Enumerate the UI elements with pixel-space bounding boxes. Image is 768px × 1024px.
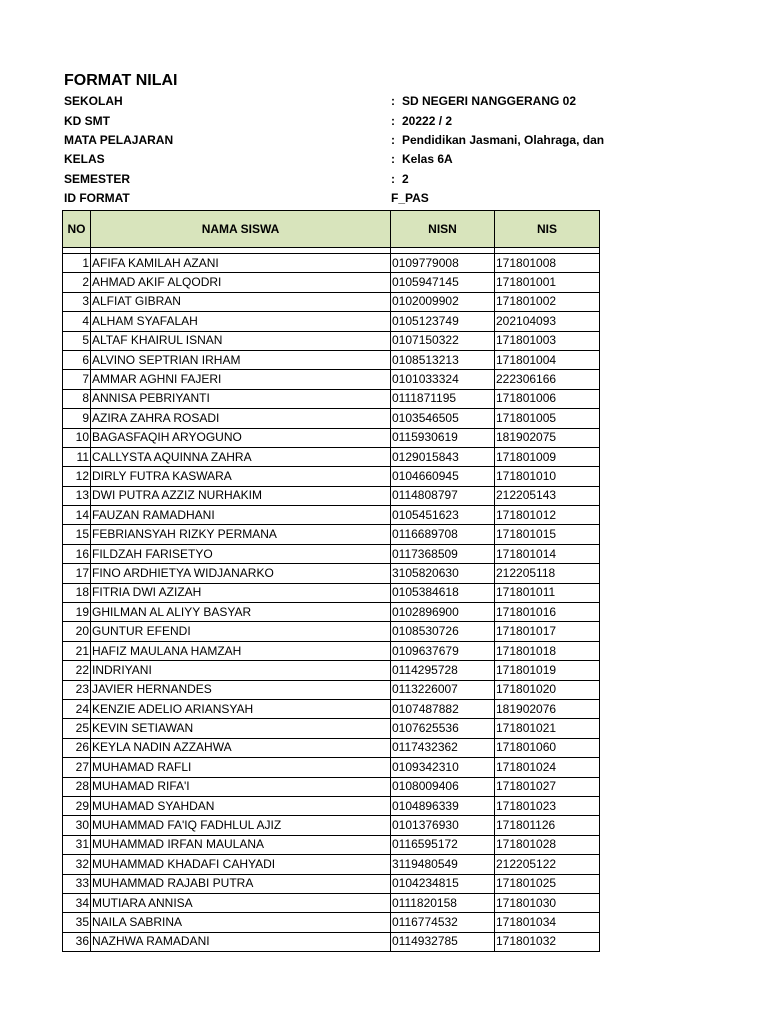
header-nis: NIS	[495, 211, 600, 248]
cell-no: 28	[63, 777, 91, 796]
table-row	[63, 370, 600, 389]
cell-name: ALFIAT GIBRAN	[91, 292, 391, 311]
cell-nisn: 0108513213	[391, 350, 495, 369]
table-row	[63, 641, 600, 660]
table-row	[63, 389, 600, 408]
cell-nis: 171801020	[495, 680, 600, 699]
cell-name: GUNTUR EFENDI	[91, 622, 391, 641]
table-header-row	[63, 211, 600, 248]
cell-no: 29	[63, 796, 91, 815]
cell-name: FINO ARDHIETYA WIDJANARKO	[91, 564, 391, 583]
cell-no: 32	[63, 855, 91, 874]
table-row	[63, 622, 600, 641]
cell-no: 22	[63, 661, 91, 680]
info-value: 2	[402, 172, 409, 186]
info-separator: :	[391, 152, 395, 166]
cell-nisn: 0115930619	[391, 428, 495, 447]
cell-name: MUHAMMAD KHADAFI CAHYADI	[91, 855, 391, 874]
cell-nis: 171801126	[495, 816, 600, 835]
cell-no: 13	[63, 486, 91, 505]
table-body	[63, 248, 600, 952]
cell-no: 3	[63, 292, 91, 311]
cell-nis: 171801010	[495, 467, 600, 486]
cell-name: ALHAM SYAFALAH	[91, 312, 391, 331]
cell-name: HAFIZ MAULANA HAMZAH	[91, 641, 391, 660]
cell-no: 10	[63, 428, 91, 447]
cell-no: 25	[63, 719, 91, 738]
cell-name: MUHAMMAD FA'IQ FADHLUL AJIZ	[91, 816, 391, 835]
cell-nisn: 0109779008	[391, 254, 495, 273]
cell-nis: 171801018	[495, 641, 600, 660]
info-label: KELAS	[64, 152, 105, 166]
cell-nisn: 0104234815	[391, 874, 495, 893]
cell-nis: 212205122	[495, 855, 600, 874]
cell-name: ALTAF KHAIRUL ISNAN	[91, 331, 391, 350]
info-label: MATA PELAJARAN	[64, 133, 174, 147]
cell-no: 15	[63, 525, 91, 544]
cell-name: KEYLA NADIN AZZAHWA	[91, 738, 391, 757]
table-row	[63, 603, 600, 622]
cell-nis: 222306166	[495, 370, 600, 389]
cell-name: NAZHWA RAMADANI	[91, 932, 391, 951]
cell-nis: 171801034	[495, 913, 600, 932]
table-row	[63, 428, 600, 447]
cell-nis: 171801024	[495, 758, 600, 777]
header-nisn: NISN	[391, 211, 495, 248]
table-row	[63, 738, 600, 757]
info-separator: :	[391, 94, 395, 108]
cell-no: 20	[63, 622, 91, 641]
cell-nis: 171801023	[495, 796, 600, 815]
cell-nisn: 0116774532	[391, 913, 495, 932]
cell-name: FEBRIANSYAH RIZKY PERMANA	[91, 525, 391, 544]
info-label: SEMESTER	[64, 172, 131, 186]
cell-no: 26	[63, 738, 91, 757]
table-row	[63, 292, 600, 311]
table-row	[63, 447, 600, 466]
cell-nis: 171801003	[495, 331, 600, 350]
cell-name: FAUZAN RAMADHANI	[91, 506, 391, 525]
cell-nis: 171801032	[495, 932, 600, 951]
cell-no: 12	[63, 467, 91, 486]
cell-nisn: 0114808797	[391, 486, 495, 505]
table-row	[63, 544, 600, 563]
cell-no: 5	[63, 331, 91, 350]
cell-no: 16	[63, 544, 91, 563]
cell-nis: 171801028	[495, 835, 600, 854]
cell-nisn: 0104896339	[391, 796, 495, 815]
cell-nisn: 0113226007	[391, 680, 495, 699]
cell-name: KEVIN SETIAWAN	[91, 719, 391, 738]
table-row	[63, 661, 600, 680]
cell-nis: 171801004	[495, 350, 600, 369]
cell-no: 34	[63, 893, 91, 912]
cell-nisn: 0114932785	[391, 932, 495, 951]
cell-name: MUHAMMAD IRFAN MAULANA	[91, 835, 391, 854]
table-row	[63, 331, 600, 350]
cell-no: 11	[63, 447, 91, 466]
table-row	[63, 525, 600, 544]
cell-nisn: 0105384618	[391, 583, 495, 602]
cell-nisn: 0107150322	[391, 331, 495, 350]
table-row	[63, 855, 600, 874]
cell-name: DWI PUTRA AZZIZ NURHAKIM	[91, 486, 391, 505]
cell-no: 27	[63, 758, 91, 777]
table-row	[63, 796, 600, 815]
cell-nis: 171801005	[495, 409, 600, 428]
cell-name: DIRLY FUTRA KASWARA	[91, 467, 391, 486]
cell-no: 2	[63, 273, 91, 292]
table-row	[63, 913, 600, 932]
cell-nisn: 0101376930	[391, 816, 495, 835]
cell-nisn: 0116689708	[391, 525, 495, 544]
info-value: 20222 / 2	[402, 114, 453, 128]
table-row	[63, 273, 600, 292]
cell-name: JAVIER HERNANDES	[91, 680, 391, 699]
cell-nis: 171801012	[495, 506, 600, 525]
cell-nis: 212205143	[495, 486, 600, 505]
cell-nisn: 0103546505	[391, 409, 495, 428]
cell-nisn: 0107625536	[391, 719, 495, 738]
cell-nisn: 0101033324	[391, 370, 495, 389]
cell-nisn: 0117368509	[391, 544, 495, 563]
cell-nisn: 3119480549	[391, 855, 495, 874]
info-separator: :	[391, 133, 395, 147]
cell-nis: 171801027	[495, 777, 600, 796]
cell-nis: 171801060	[495, 738, 600, 757]
cell-no: 19	[63, 603, 91, 622]
cell-name: ANNISA PEBRIYANTI	[91, 389, 391, 408]
cell-nis: 171801015	[495, 525, 600, 544]
table-row	[63, 254, 600, 273]
cell-no: 35	[63, 913, 91, 932]
cell-nis: 171801001	[495, 273, 600, 292]
cell-nis: 171801017	[495, 622, 600, 641]
cell-name: FILDZAH FARISETYO	[91, 544, 391, 563]
student-table	[62, 210, 600, 952]
cell-name: NAILA SABRINA	[91, 913, 391, 932]
cell-nis: 171801002	[495, 292, 600, 311]
info-label: SEKOLAH	[64, 94, 123, 108]
cell-name: MUHAMAD RIFA'I	[91, 777, 391, 796]
cell-no: 17	[63, 564, 91, 583]
table-row	[63, 506, 600, 525]
table-row	[63, 350, 600, 369]
cell-nisn: 0105123749	[391, 312, 495, 331]
info-value: Kelas 6A	[402, 152, 453, 166]
cell-nisn: 3105820630	[391, 564, 495, 583]
cell-name: GHILMAN AL ALIYY BASYAR	[91, 603, 391, 622]
cell-name: MUHAMAD SYAHDAN	[91, 796, 391, 815]
cell-name: ALVINO SEPTRIAN IRHAM	[91, 350, 391, 369]
cell-nisn: 0105451623	[391, 506, 495, 525]
cell-name: AMMAR AGHNI FAJERI	[91, 370, 391, 389]
table-row	[63, 835, 600, 854]
info-separator: :	[391, 114, 395, 128]
cell-nis: 202104093	[495, 312, 600, 331]
table-row	[63, 583, 600, 602]
table-row	[63, 719, 600, 738]
table-row	[63, 699, 600, 718]
table-row	[63, 312, 600, 331]
cell-nisn: 0102896900	[391, 603, 495, 622]
cell-no: 31	[63, 835, 91, 854]
cell-nis: 171801021	[495, 719, 600, 738]
cell-nis: 171801016	[495, 603, 600, 622]
cell-name: FITRIA DWI AZIZAH	[91, 583, 391, 602]
cell-nisn: 0109637679	[391, 641, 495, 660]
cell-name: AZIRA ZAHRA ROSADI	[91, 409, 391, 428]
info-label: ID FORMAT	[64, 191, 130, 205]
cell-name: CALLYSTA AQUINNA ZAHRA	[91, 447, 391, 466]
cell-no: 1	[63, 254, 91, 273]
cell-nisn: 0108009406	[391, 777, 495, 796]
header-name: NAMA SISWA	[91, 211, 391, 248]
cell-name: MUHAMMAD RAJABI PUTRA	[91, 874, 391, 893]
cell-name: KENZIE ADELIO ARIANSYAH	[91, 699, 391, 718]
cell-nis: 171801014	[495, 544, 600, 563]
table-row	[63, 932, 600, 951]
cell-no: 6	[63, 350, 91, 369]
info-separator: :	[391, 172, 395, 186]
cell-nis: 212205118	[495, 564, 600, 583]
document-title: FORMAT NILAI	[64, 72, 178, 89]
cell-no: 7	[63, 370, 91, 389]
header-no: NO	[63, 211, 91, 248]
cell-nis: 171801030	[495, 893, 600, 912]
table-row	[63, 816, 600, 835]
cell-no: 8	[63, 389, 91, 408]
info-label: KD SMT	[64, 114, 110, 128]
table-row	[63, 680, 600, 699]
cell-nisn: 0109342310	[391, 758, 495, 777]
info-value: F_PAS	[391, 191, 429, 205]
table-row	[63, 467, 600, 486]
cell-nis: 171801006	[495, 389, 600, 408]
cell-no: 30	[63, 816, 91, 835]
cell-nis: 171801025	[495, 874, 600, 893]
cell-nisn: 0105947145	[391, 273, 495, 292]
cell-name: AFIFA KAMILAH AZANI	[91, 254, 391, 273]
cell-nisn: 0102009902	[391, 292, 495, 311]
cell-name: AHMAD AKIF ALQODRI	[91, 273, 391, 292]
cell-no: 18	[63, 583, 91, 602]
cell-nis: 171801019	[495, 661, 600, 680]
cell-name: MUHAMAD RAFLI	[91, 758, 391, 777]
info-value: SD NEGERI NANGGERANG 02	[402, 94, 577, 108]
cell-nis: 181902076	[495, 699, 600, 718]
cell-nisn: 0117432362	[391, 738, 495, 757]
table-row	[63, 564, 600, 583]
info-value: Pendidikan Jasmani, Olahraga, dan	[402, 133, 605, 147]
cell-no: 9	[63, 409, 91, 428]
cell-no: 14	[63, 506, 91, 525]
cell-nis: 181902075	[495, 428, 600, 447]
cell-nis: 171801008	[495, 254, 600, 273]
cell-nisn: 0104660945	[391, 467, 495, 486]
cell-nisn: 0116595172	[391, 835, 495, 854]
table-row	[63, 777, 600, 796]
cell-nis: 171801011	[495, 583, 600, 602]
cell-no: 33	[63, 874, 91, 893]
cell-no: 24	[63, 699, 91, 718]
cell-nisn: 0114295728	[391, 661, 495, 680]
cell-nisn: 0111871195	[391, 389, 495, 408]
cell-nisn: 0108530726	[391, 622, 495, 641]
cell-nis: 171801009	[495, 447, 600, 466]
cell-no: 4	[63, 312, 91, 331]
table-row	[63, 874, 600, 893]
cell-no: 23	[63, 680, 91, 699]
cell-nisn: 0129015843	[391, 447, 495, 466]
cell-name: INDRIYANI	[91, 661, 391, 680]
table-row	[63, 893, 600, 912]
cell-no: 36	[63, 932, 91, 951]
cell-nisn: 0111820158	[391, 893, 495, 912]
table-row	[63, 486, 600, 505]
cell-no: 21	[63, 641, 91, 660]
table-row	[63, 409, 600, 428]
cell-nisn: 0107487882	[391, 699, 495, 718]
cell-name: BAGASFAQIH ARYOGUNO	[91, 428, 391, 447]
table-row	[63, 758, 600, 777]
cell-name: MUTIARA ANNISA	[91, 893, 391, 912]
